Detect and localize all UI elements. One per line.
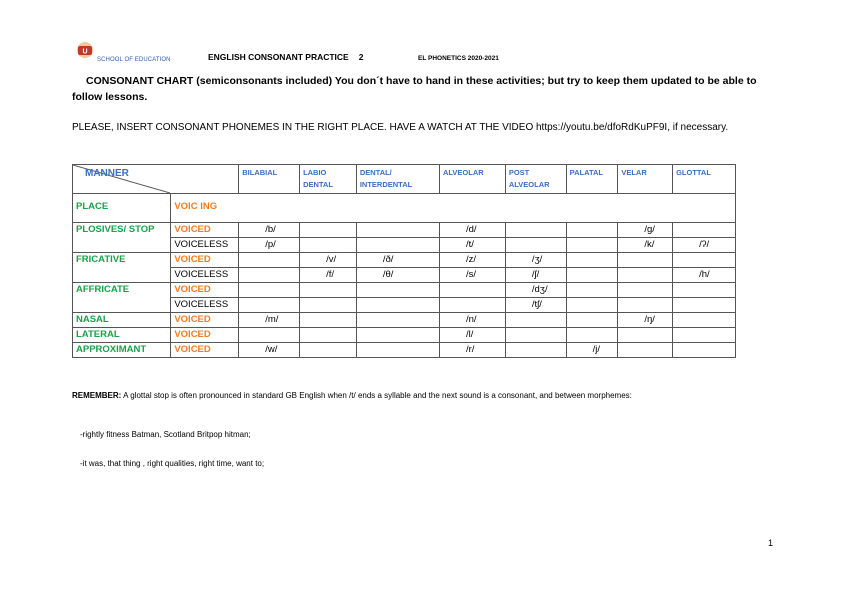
- phoneme-cell[interactable]: /ŋ/: [618, 313, 673, 328]
- phoneme-cell[interactable]: [356, 223, 439, 238]
- phoneme-cell[interactable]: [505, 313, 566, 328]
- phoneme-cell[interactable]: /ʒ/: [505, 253, 566, 268]
- svg-text:U: U: [82, 48, 88, 56]
- phoneme-cell[interactable]: [566, 238, 618, 253]
- phoneme-cell[interactable]: [239, 328, 300, 343]
- phoneme-cell[interactable]: /g/: [618, 223, 673, 238]
- col-postalveolar: POST ALVEOLAR: [505, 165, 566, 194]
- phoneme-cell[interactable]: [618, 328, 673, 343]
- phoneme-cell[interactable]: [439, 298, 505, 313]
- chart-row: [73, 313, 736, 328]
- phoneme-cell[interactable]: [356, 313, 439, 328]
- phoneme-cell[interactable]: [300, 328, 357, 343]
- phoneme-cell[interactable]: /ð/: [356, 253, 439, 268]
- practice-number: 2: [358, 52, 364, 62]
- phoneme-cell[interactable]: /z/: [439, 253, 505, 268]
- phoneme-cell[interactable]: [505, 343, 566, 358]
- phoneme-cell[interactable]: [673, 298, 736, 313]
- phoneme-cell[interactable]: /dʒ/: [505, 283, 566, 298]
- instruction-paragraph: PLEASE, INSERT CONSONANT PHONEMES IN THE RIGHT PLACE. HAVE A WATCH AT THE VIDEO https://youtu.be/dfoRdKuPF9I, if necessary.: [72, 122, 729, 133]
- phoneme-cell[interactable]: /ʃ/: [505, 268, 566, 283]
- course-label: EL PHONETICS 2020-2021: [418, 55, 499, 62]
- col-bilabial: BILABIAL: [239, 165, 300, 194]
- manner-cell: APPROXIMANT: [73, 343, 171, 358]
- phoneme-cell[interactable]: [356, 298, 439, 313]
- voicing-cell: VOICELESS: [171, 268, 239, 283]
- phoneme-cell[interactable]: [673, 313, 736, 328]
- place-voicing-row: [73, 194, 736, 223]
- voicing-cell: VOICED: [171, 343, 239, 358]
- col-alveolar: ALVEOLAR: [439, 165, 505, 194]
- phoneme-cell[interactable]: /s/: [439, 268, 505, 283]
- phoneme-cell[interactable]: [673, 283, 736, 298]
- manner-place-corner: [73, 165, 239, 194]
- phoneme-cell[interactable]: [566, 328, 618, 343]
- university-logo: [74, 40, 96, 60]
- consonant-chart: [72, 164, 736, 358]
- manner-cell: FRICATIVE: [73, 253, 171, 283]
- phoneme-cell[interactable]: [566, 298, 618, 313]
- chart-row: [73, 253, 736, 268]
- voicing-cell: VOICELESS: [171, 298, 239, 313]
- manner-label: MANNER: [85, 168, 129, 179]
- phoneme-cell[interactable]: [300, 298, 357, 313]
- manner-cell: AFFRICATE: [73, 283, 171, 313]
- col-palatal: PALATAL: [566, 165, 618, 194]
- chart-row: [73, 298, 736, 313]
- remember-note: [72, 390, 752, 402]
- phoneme-cell[interactable]: /r/: [439, 343, 505, 358]
- example-line-2: -it was, that thing , right qualities, right time, want to;: [80, 459, 265, 468]
- phoneme-cell[interactable]: [566, 223, 618, 238]
- phoneme-cell[interactable]: [505, 328, 566, 343]
- phoneme-cell[interactable]: /θ/: [356, 268, 439, 283]
- phoneme-cell[interactable]: [505, 238, 566, 253]
- voicing-cell: VOICED: [171, 328, 239, 343]
- manner-cell: PLOSIVES/ STOP: [73, 223, 171, 253]
- phoneme-cell[interactable]: [618, 253, 673, 268]
- phoneme-cell[interactable]: [618, 283, 673, 298]
- phoneme-cell[interactable]: [618, 268, 673, 283]
- phoneme-cell[interactable]: [356, 328, 439, 343]
- chart-row: [73, 328, 736, 343]
- chart-row: [73, 238, 736, 253]
- phoneme-cell[interactable]: /p/: [239, 238, 300, 253]
- place-label: PLACE: [73, 194, 171, 223]
- manner-cell: LATERAL: [73, 328, 171, 343]
- title-text: ENGLISH CONSONANT PRACTICE: [208, 52, 349, 62]
- phoneme-cell[interactable]: [300, 238, 357, 253]
- chart-row: [73, 283, 736, 298]
- chart-body: [73, 223, 736, 358]
- phoneme-cell[interactable]: /d/: [439, 223, 505, 238]
- col-labiodental: LABIO DENTAL: [300, 165, 357, 194]
- phoneme-cell[interactable]: /v/: [300, 253, 357, 268]
- school-name: SCHOOL OF EDUCATION: [97, 57, 171, 63]
- voicing-cell: VOICED: [171, 253, 239, 268]
- voicing-cell: VOICED: [171, 313, 239, 328]
- voicing-cell: VOICELESS: [171, 238, 239, 253]
- phoneme-cell[interactable]: [239, 268, 300, 283]
- remember-label: REMEMBER:: [72, 391, 122, 400]
- phoneme-cell[interactable]: [239, 283, 300, 298]
- phoneme-cell[interactable]: [356, 238, 439, 253]
- voicing-cell: VOICED: [171, 223, 239, 238]
- phoneme-cell[interactable]: [673, 223, 736, 238]
- phoneme-cell[interactable]: [300, 313, 357, 328]
- intro-paragraph: CONSONANT CHART (semiconsonants included) You don´t have to hand in these activities; but try to keep them updated to be able to follow lessons.: [72, 75, 757, 103]
- phoneme-cell[interactable]: /k/: [618, 238, 673, 253]
- phoneme-cell[interactable]: /f/: [300, 268, 357, 283]
- voicing-label: VOIC ING: [171, 194, 736, 223]
- phoneme-cell[interactable]: [300, 343, 357, 358]
- chart-header-row: [73, 165, 736, 194]
- phoneme-cell[interactable]: /b/: [239, 223, 300, 238]
- phoneme-cell[interactable]: /l/: [439, 328, 505, 343]
- phoneme-cell[interactable]: [566, 268, 618, 283]
- chart-row: [73, 343, 736, 358]
- phoneme-cell[interactable]: [239, 298, 300, 313]
- col-dental: DENTAL/ INTERDENTAL: [356, 165, 439, 194]
- phoneme-cell[interactable]: [618, 298, 673, 313]
- phoneme-cell[interactable]: /w/: [239, 343, 300, 358]
- remember-text: A glottal stop is often pronounced in standard GB English when /t/ ends a syllable and the next sound is a consonant, and between morphemes:: [123, 391, 632, 400]
- phoneme-cell[interactable]: [673, 253, 736, 268]
- phoneme-cell[interactable]: [673, 343, 736, 358]
- phoneme-cell[interactable]: /m/: [239, 313, 300, 328]
- phoneme-cell[interactable]: /h/: [673, 268, 736, 283]
- phoneme-cell[interactable]: /t/: [439, 238, 505, 253]
- example-line-1: -rightly fitness Batman, Scotland Britpop hitman;: [80, 430, 251, 439]
- chart-row: [73, 268, 736, 283]
- document-title: [208, 52, 363, 62]
- phoneme-cell[interactable]: /tʃ/: [505, 298, 566, 313]
- chart-row: [73, 223, 736, 238]
- phoneme-cell[interactable]: [566, 253, 618, 268]
- phoneme-cell[interactable]: /j/: [566, 343, 618, 358]
- phoneme-cell[interactable]: [300, 283, 357, 298]
- phoneme-cell[interactable]: [673, 328, 736, 343]
- manner-cell: NASAL: [73, 313, 171, 328]
- phoneme-cell[interactable]: [356, 343, 439, 358]
- phoneme-cell[interactable]: [505, 223, 566, 238]
- phoneme-cell[interactable]: /ʔ/: [673, 238, 736, 253]
- phoneme-cell[interactable]: /n/: [439, 313, 505, 328]
- voicing-cell: VOICED: [171, 283, 239, 298]
- phoneme-cell[interactable]: [300, 223, 357, 238]
- phoneme-cell[interactable]: [566, 283, 618, 298]
- col-velar: VELAR: [618, 165, 673, 194]
- phoneme-cell[interactable]: [356, 283, 439, 298]
- phoneme-cell[interactable]: [618, 343, 673, 358]
- phoneme-cell[interactable]: [439, 283, 505, 298]
- col-glottal: GLOTTAL: [673, 165, 736, 194]
- page-number: 1: [768, 538, 774, 548]
- phoneme-cell[interactable]: [566, 313, 618, 328]
- phoneme-cell[interactable]: [239, 253, 300, 268]
